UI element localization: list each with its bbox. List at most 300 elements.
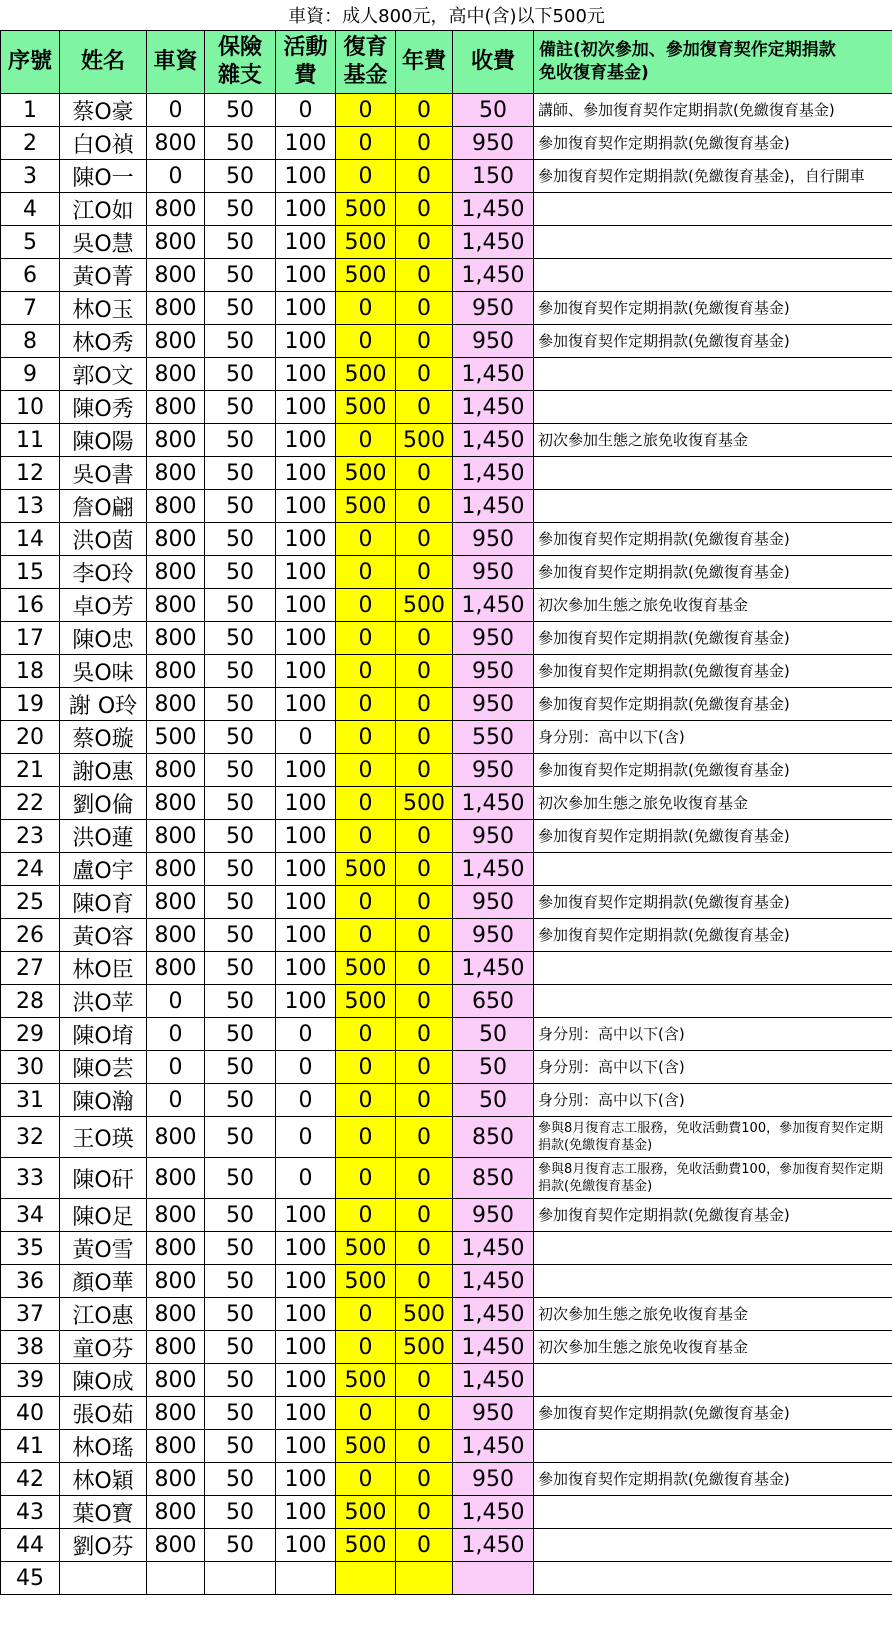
cell-activity: 100: [276, 490, 336, 523]
header-fare-line-1: 車資: [153, 49, 198, 74]
header-row: [1, 31, 892, 94]
cell-activity: 100: [276, 1529, 336, 1562]
cell-fund: 0: [336, 1158, 396, 1199]
cell-fund: 500: [336, 1496, 396, 1529]
cell-fare: 800: [147, 622, 205, 655]
cell-activity: 100: [276, 193, 336, 226]
cell-fund: 0: [336, 523, 396, 556]
cell-total: 1,450: [453, 1430, 534, 1463]
cell-total: 1,450: [453, 457, 534, 490]
table-row: [1, 886, 892, 919]
cell-total: 950: [453, 622, 534, 655]
cell-annual: 0: [396, 1232, 453, 1265]
cell-activity: 100: [276, 1397, 336, 1430]
cell-annual: 0: [396, 1051, 453, 1084]
cell-total: 1,450: [453, 226, 534, 259]
cell-note: 身分別：高中以下(含): [534, 1018, 892, 1051]
cell-fare: 800: [147, 1199, 205, 1232]
cell-note: 初次參加生態之旅免收復育基金: [534, 589, 892, 622]
cell-insurance: 50: [205, 325, 276, 358]
cell-fare: 800: [147, 1232, 205, 1265]
cell-name: 盧O宇: [60, 853, 147, 886]
cell-annual: 0: [396, 688, 453, 721]
cell-name: 顏O華: [60, 1265, 147, 1298]
cell-fare: 800: [147, 523, 205, 556]
cell-fund: 500: [336, 1232, 396, 1265]
cell-seq: 2: [1, 127, 60, 160]
cell-total: 950: [453, 1463, 534, 1496]
cell-name: 陳O一: [60, 160, 147, 193]
cell-total: 50: [453, 94, 534, 127]
cell-note: 參與8月復育志工服務，免收活動費100，參加復育契作定期捐款(免繳復育基金): [534, 1158, 892, 1199]
cell-insurance: 50: [205, 193, 276, 226]
cell-fare: 800: [147, 193, 205, 226]
cell-activity: 100: [276, 1430, 336, 1463]
header-total-line-1: 收費: [470, 49, 515, 74]
cell-total: 1,450: [453, 1529, 534, 1562]
cell-annual: 0: [396, 919, 453, 952]
cell-activity: 100: [276, 589, 336, 622]
cell-annual: 0: [396, 292, 453, 325]
cell-total: 950: [453, 754, 534, 787]
cell-fund: 0: [336, 655, 396, 688]
header-insurance-line-1: 保險: [217, 35, 262, 60]
cell-annual: 0: [396, 226, 453, 259]
cell-insurance: 50: [205, 787, 276, 820]
cell-total: 1,450: [453, 424, 534, 457]
cell-insurance: 50: [205, 490, 276, 523]
cell-name: 陳O堉: [60, 1018, 147, 1051]
cell-activity: 0: [276, 1084, 336, 1117]
cell-fund: 0: [336, 94, 396, 127]
table-row: [1, 391, 892, 424]
cell-activity: 100: [276, 292, 336, 325]
cell-name: 卓O芳: [60, 589, 147, 622]
cell-name: 黃O菁: [60, 259, 147, 292]
cell-name: 童O芬: [60, 1331, 147, 1364]
cell-activity: 100: [276, 1463, 336, 1496]
cell-fare: 0: [147, 1018, 205, 1051]
cell-note: [534, 1265, 892, 1298]
cell-fund: 500: [336, 1265, 396, 1298]
cell-name: 陳O瀚: [60, 1084, 147, 1117]
cell-insurance: 50: [205, 952, 276, 985]
cell-total: 950: [453, 886, 534, 919]
cell-note: 初次參加生態之旅免收復育基金: [534, 1331, 892, 1364]
cell-note: 參與8月復育志工服務，免收活動費100，參加復育契作定期捐款(免繳復育基金): [534, 1117, 892, 1158]
cell-fare: 800: [147, 820, 205, 853]
cell-annual: 0: [396, 259, 453, 292]
cell-annual: 0: [396, 1529, 453, 1562]
cell-fund: 0: [336, 886, 396, 919]
cell-note: 參加復育契作定期捐款(免繳復育基金): [534, 556, 892, 589]
header-activity-line-2: 費: [294, 63, 317, 88]
cell-fund: 0: [336, 589, 396, 622]
cell-activity: 100: [276, 259, 336, 292]
cell-insurance: 50: [205, 259, 276, 292]
cell-annual: 0: [396, 655, 453, 688]
cell-total: 950: [453, 292, 534, 325]
cell-total: 650: [453, 985, 534, 1018]
cell-name: [60, 1562, 147, 1595]
cell-fare: 800: [147, 886, 205, 919]
cell-note: [534, 1364, 892, 1397]
cell-name: 陳O忠: [60, 622, 147, 655]
cell-insurance: 50: [205, 292, 276, 325]
cell-total: 1,450: [453, 259, 534, 292]
cell-name: 吳O書: [60, 457, 147, 490]
cell-annual: 0: [396, 1158, 453, 1199]
cell-fare: 800: [147, 391, 205, 424]
cell-note: [534, 1529, 892, 1562]
cell-note: 參加復育契作定期捐款(免繳復育基金): [534, 820, 892, 853]
cell-fund: 500: [336, 853, 396, 886]
cell-activity: 0: [276, 1158, 336, 1199]
cell-insurance: 50: [205, 1529, 276, 1562]
cell-note: 初次參加生態之旅免收復育基金: [534, 787, 892, 820]
cell-fare: 800: [147, 358, 205, 391]
cell-fund: 500: [336, 358, 396, 391]
table-row: [1, 919, 892, 952]
cell-seq: 7: [1, 292, 60, 325]
cell-note: [534, 1496, 892, 1529]
cell-annual: 500: [396, 589, 453, 622]
cell-annual: 0: [396, 1084, 453, 1117]
cell-total: 950: [453, 325, 534, 358]
cell-fare: 800: [147, 787, 205, 820]
cell-seq: 34: [1, 1199, 60, 1232]
cell-annual: 0: [396, 1265, 453, 1298]
table-row: [1, 94, 892, 127]
cell-annual: [396, 1562, 453, 1595]
cell-note: [534, 457, 892, 490]
cell-total: 1,450: [453, 358, 534, 391]
cell-activity: 100: [276, 853, 336, 886]
cell-note: 參加復育契作定期捐款(免繳復育基金): [534, 325, 892, 358]
cell-activity: 100: [276, 424, 336, 457]
cell-total: 1,450: [453, 1298, 534, 1331]
cell-fare: 800: [147, 226, 205, 259]
cell-seq: 13: [1, 490, 60, 523]
cell-fund: 0: [336, 1463, 396, 1496]
cell-seq: 17: [1, 622, 60, 655]
cell-name: 郭O文: [60, 358, 147, 391]
cell-activity: 0: [276, 721, 336, 754]
cell-name: 葉O寶: [60, 1496, 147, 1529]
table-row: [1, 1496, 892, 1529]
cell-insurance: 50: [205, 886, 276, 919]
cell-activity: 100: [276, 1232, 336, 1265]
cell-seq: 30: [1, 1051, 60, 1084]
cell-annual: 0: [396, 127, 453, 160]
sheet-title: 車資：成人800元，高中(含)以下500元: [1, 0, 892, 31]
cell-total: 950: [453, 523, 534, 556]
cell-activity: [276, 1562, 336, 1595]
cell-total: 1,450: [453, 1364, 534, 1397]
cell-total: 850: [453, 1158, 534, 1199]
cell-fund: 0: [336, 1084, 396, 1117]
cell-fund: [336, 1562, 396, 1595]
cell-note: [534, 259, 892, 292]
table-row: [1, 1298, 892, 1331]
cell-name: 洪O苹: [60, 985, 147, 1018]
cell-fund: 500: [336, 1430, 396, 1463]
cell-seq: 20: [1, 721, 60, 754]
cell-annual: 0: [396, 985, 453, 1018]
cell-insurance: 50: [205, 1298, 276, 1331]
cell-activity: 100: [276, 358, 336, 391]
cell-seq: 37: [1, 1298, 60, 1331]
cell-annual: 0: [396, 886, 453, 919]
cell-seq: 3: [1, 160, 60, 193]
cell-total: 1,450: [453, 952, 534, 985]
cell-name: 江O如: [60, 193, 147, 226]
cell-annual: 0: [396, 457, 453, 490]
cell-total: 50: [453, 1084, 534, 1117]
cell-annual: 0: [396, 358, 453, 391]
cell-note: [534, 391, 892, 424]
cell-note: [534, 226, 892, 259]
table-row: [1, 259, 892, 292]
cell-fare: 0: [147, 1084, 205, 1117]
cell-name: 陳O陽: [60, 424, 147, 457]
cell-note: 身分別：高中以下(含): [534, 1051, 892, 1084]
cell-seq: 18: [1, 655, 60, 688]
cell-total: 50: [453, 1051, 534, 1084]
cell-total: 1,450: [453, 787, 534, 820]
cell-activity: 100: [276, 1364, 336, 1397]
cell-fund: 0: [336, 754, 396, 787]
cell-name: 陳O成: [60, 1364, 147, 1397]
cell-fund: 0: [336, 160, 396, 193]
table-row: [1, 1364, 892, 1397]
cell-fare: 800: [147, 589, 205, 622]
cell-fund: 500: [336, 490, 396, 523]
cell-note: [534, 1430, 892, 1463]
cell-name: 詹O翩: [60, 490, 147, 523]
cell-seq: 45: [1, 1562, 60, 1595]
table-row: [1, 292, 892, 325]
cell-insurance: 50: [205, 1232, 276, 1265]
table-row: [1, 688, 892, 721]
cell-seq: 5: [1, 226, 60, 259]
table-row: [1, 1084, 892, 1117]
cell-insurance: 50: [205, 424, 276, 457]
cell-seq: 38: [1, 1331, 60, 1364]
cell-total: 550: [453, 721, 534, 754]
header-fund-line-2: 基金: [343, 63, 388, 88]
cell-fund: 0: [336, 1397, 396, 1430]
cell-insurance: 50: [205, 820, 276, 853]
cell-annual: 0: [396, 952, 453, 985]
cell-activity: 100: [276, 391, 336, 424]
cell-insurance: 50: [205, 391, 276, 424]
cell-activity: 100: [276, 1265, 336, 1298]
cell-annual: 0: [396, 490, 453, 523]
cell-annual: 500: [396, 424, 453, 457]
table-row: [1, 1158, 892, 1199]
cell-insurance: 50: [205, 1265, 276, 1298]
title-row: [1, 0, 892, 31]
header-activity-line-1: 活動: [283, 35, 328, 60]
cell-activity: 100: [276, 886, 336, 919]
table-row: [1, 1331, 892, 1364]
cell-note: 身分別：高中以下(含): [534, 1084, 892, 1117]
cell-activity: 100: [276, 160, 336, 193]
cell-insurance: 50: [205, 1397, 276, 1430]
cell-activity: 100: [276, 1496, 336, 1529]
table-row: [1, 523, 892, 556]
table-row: [1, 1265, 892, 1298]
cell-fare: 800: [147, 1496, 205, 1529]
table-row: [1, 490, 892, 523]
cell-insurance: 50: [205, 688, 276, 721]
cell-total: 1,450: [453, 391, 534, 424]
cell-fare: 0: [147, 985, 205, 1018]
cell-annual: 0: [396, 556, 453, 589]
cell-insurance: 50: [205, 754, 276, 787]
table-row: [1, 127, 892, 160]
cell-note: 參加復育契作定期捐款(免繳復育基金): [534, 1397, 892, 1430]
cell-fare: 800: [147, 1397, 205, 1430]
cell-annual: 500: [396, 1331, 453, 1364]
cell-total: 150: [453, 160, 534, 193]
cell-note: 參加復育契作定期捐款(免繳復育基金): [534, 886, 892, 919]
cell-activity: 100: [276, 952, 336, 985]
cell-fare: 800: [147, 1158, 205, 1199]
cell-fund: 0: [336, 1199, 396, 1232]
cell-fund: 0: [336, 127, 396, 160]
cell-total: 950: [453, 688, 534, 721]
cell-name: 陳O秀: [60, 391, 147, 424]
cell-annual: 500: [396, 787, 453, 820]
cell-seq: 19: [1, 688, 60, 721]
cell-seq: 22: [1, 787, 60, 820]
cell-note: [534, 952, 892, 985]
cell-fare: 800: [147, 853, 205, 886]
cell-fare: 0: [147, 160, 205, 193]
cell-name: 陳O育: [60, 886, 147, 919]
cell-fare: 800: [147, 655, 205, 688]
cell-note: 參加復育契作定期捐款(免繳復育基金): [534, 1199, 892, 1232]
cell-activity: 100: [276, 1331, 336, 1364]
cell-note: 參加復育契作定期捐款(免繳復育基金): [534, 127, 892, 160]
cell-insurance: 50: [205, 1117, 276, 1158]
cell-fare: 800: [147, 127, 205, 160]
cell-seq: 41: [1, 1430, 60, 1463]
cell-annual: 0: [396, 1430, 453, 1463]
cell-annual: 0: [396, 160, 453, 193]
cell-insurance: 50: [205, 556, 276, 589]
cell-seq: 26: [1, 919, 60, 952]
cell-fund: 0: [336, 424, 396, 457]
cell-activity: 100: [276, 556, 336, 589]
cell-fare: 0: [147, 94, 205, 127]
cell-note: 講師、參加復育契作定期捐款(免繳復育基金): [534, 94, 892, 127]
cell-insurance: 50: [205, 94, 276, 127]
cell-name: 林O秀: [60, 325, 147, 358]
cell-fare: 800: [147, 1430, 205, 1463]
cell-annual: 0: [396, 325, 453, 358]
cell-note: 初次參加生態之旅免收復育基金: [534, 424, 892, 457]
cell-fare: 500: [147, 721, 205, 754]
header-note-line-1: 備註(初次參加、參加復育契作定期捐款: [539, 40, 836, 60]
cell-note: [534, 985, 892, 1018]
cell-activity: 100: [276, 127, 336, 160]
cell-name: 吳O慧: [60, 226, 147, 259]
cell-total: 950: [453, 919, 534, 952]
cell-name: 蔡O豪: [60, 94, 147, 127]
cell-activity: 100: [276, 1298, 336, 1331]
cell-name: 黃O容: [60, 919, 147, 952]
cell-fund: 0: [336, 787, 396, 820]
cell-seq: 12: [1, 457, 60, 490]
cell-activity: 0: [276, 1117, 336, 1158]
cell-total: 1,450: [453, 853, 534, 886]
table-row: [1, 457, 892, 490]
cell-seq: 11: [1, 424, 60, 457]
cell-fare: 800: [147, 952, 205, 985]
cell-name: 江O惠: [60, 1298, 147, 1331]
table-body: [1, 94, 892, 1595]
cell-fund: 0: [336, 292, 396, 325]
header-fare: [147, 31, 205, 94]
table-row: [1, 721, 892, 754]
cell-annual: 0: [396, 1397, 453, 1430]
cell-note: 初次參加生態之旅免收復育基金: [534, 1298, 892, 1331]
cell-seq: 24: [1, 853, 60, 886]
cell-fare: 800: [147, 1529, 205, 1562]
table-row: [1, 1529, 892, 1562]
cell-annual: 0: [396, 1496, 453, 1529]
cell-insurance: 50: [205, 1331, 276, 1364]
cell-total: 950: [453, 127, 534, 160]
cell-name: 李O玲: [60, 556, 147, 589]
cell-total: 1,450: [453, 1265, 534, 1298]
header-insurance-line-2: 雜支: [217, 63, 262, 88]
cell-insurance: [205, 1562, 276, 1595]
header-note: [534, 31, 892, 94]
cell-fare: 800: [147, 1331, 205, 1364]
table-row: [1, 1199, 892, 1232]
cell-seq: 15: [1, 556, 60, 589]
cell-fare: 800: [147, 1298, 205, 1331]
cell-insurance: 50: [205, 655, 276, 688]
cell-total: 1,450: [453, 1331, 534, 1364]
cell-note: [534, 1562, 892, 1595]
cell-fare: 800: [147, 1364, 205, 1397]
cell-fare: 800: [147, 688, 205, 721]
cell-insurance: 50: [205, 1158, 276, 1199]
cell-activity: 100: [276, 754, 336, 787]
cell-activity: 100: [276, 457, 336, 490]
table-row: [1, 1117, 892, 1158]
cell-fund: 500: [336, 1529, 396, 1562]
cell-annual: 0: [396, 1117, 453, 1158]
cell-name: 謝O惠: [60, 754, 147, 787]
cell-fund: 0: [336, 688, 396, 721]
table-row: [1, 1562, 892, 1595]
cell-fare: 800: [147, 1117, 205, 1158]
cell-total: 950: [453, 1199, 534, 1232]
header-insurance: [205, 31, 276, 94]
cell-name: 黃O雪: [60, 1232, 147, 1265]
cell-insurance: 50: [205, 523, 276, 556]
cell-note: 參加復育契作定期捐款(免繳復育基金): [534, 919, 892, 952]
cell-activity: 0: [276, 1018, 336, 1051]
cell-fund: 500: [336, 226, 396, 259]
header-annual-line-1: 年費: [401, 49, 446, 74]
